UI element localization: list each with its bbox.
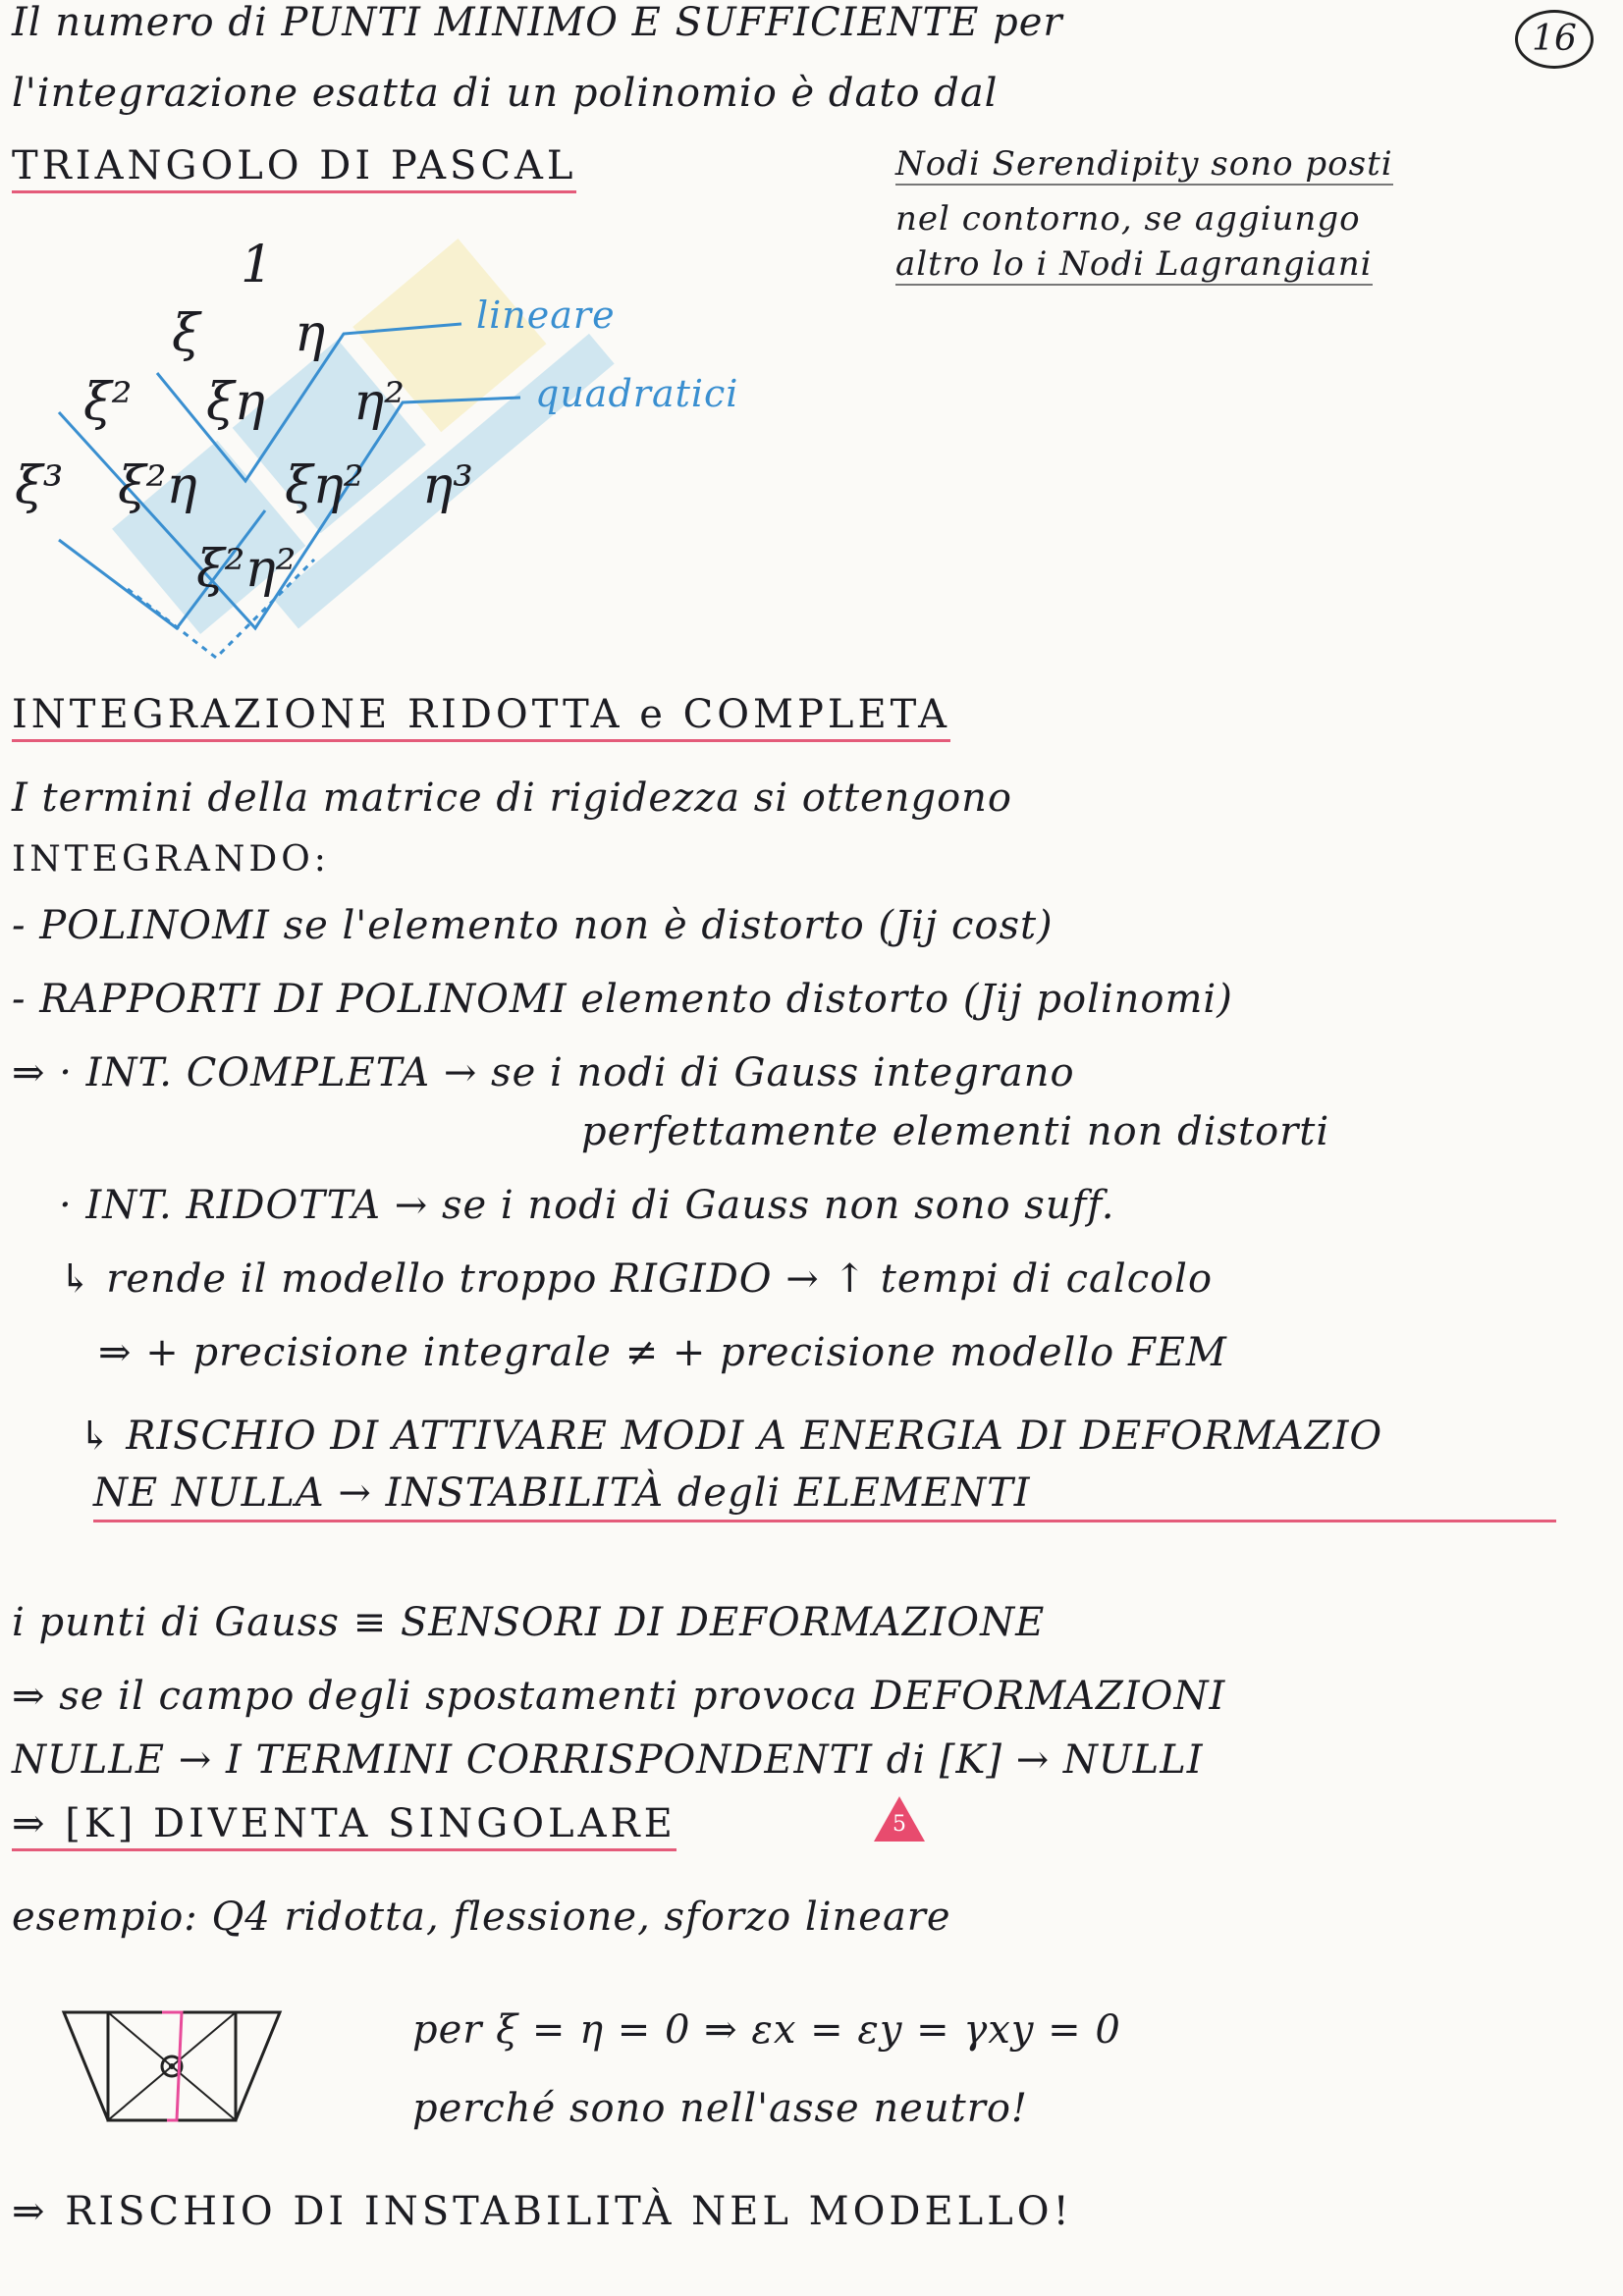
intro-line-2: l'integrazione esatta di un polinomio è dato dal: [12, 71, 999, 116]
example-heading: esempio: Q4 ridotta, flessione, sforzo lineare: [12, 1895, 951, 1940]
pascal-term: ξη: [206, 373, 265, 432]
text-line: · INT. RIDOTTA → se i nodi di Gauss non sono suff.: [59, 1183, 1115, 1228]
text-line: ⇒ se il campo degli spostamenti provoca DEFORMAZIONI: [12, 1674, 1226, 1719]
pascal-term: ξη²: [285, 456, 364, 515]
pascal-term: ξ³: [15, 456, 64, 515]
text-line: ⇒ + precisione integrale ≠ + precisione modello FEM: [98, 1330, 1227, 1375]
text-line: INTEGRANDO:: [12, 839, 330, 880]
pascal-term: ξ: [172, 304, 200, 363]
pascal-term: η: [295, 304, 326, 363]
pascal-title: TRIANGOLO DI PASCAL: [12, 143, 576, 193]
text-line: per ξ = η = 0 ⇒ εx = εy = γxy = 0: [412, 2007, 1121, 2053]
text-line: ↳ rende il modello troppo RIGIDO → ↑ tempi di calcolo: [59, 1256, 1214, 1302]
pascal-grouping-lines: [0, 226, 884, 677]
conclusion-line: ⇒ RISCHIO DI INSTABILITÀ NEL MODELLO!: [12, 2189, 1073, 2234]
q4-element-sketch: [54, 2002, 290, 2130]
text-line: - POLINOMI se l'elemento non è distorto (Jij cost): [12, 903, 1054, 948]
side-note-line-3: altro lo i Nodi Lagrangiani: [895, 245, 1373, 286]
text-line: ⇒ · INT. COMPLETA → se i nodi di Gauss integrano: [12, 1050, 1075, 1095]
text-line: - RAPPORTI DI POLINOMI elemento distorto (Jij polinomi): [12, 977, 1233, 1022]
pascal-term: η²: [353, 373, 405, 432]
page-number: 16: [1515, 10, 1594, 69]
intro-line-1: Il numero di PUNTI MINIMO E SUFFICIENTE per: [12, 0, 1063, 45]
text-line: i punti di Gauss ≡ SENSORI DI DEFORMAZIONE: [12, 1600, 1046, 1645]
side-note-line-1: Nodi Serendipity sono posti: [895, 145, 1393, 186]
text-line: I termini della matrice di rigidezza si ottengono: [12, 775, 1012, 821]
pascal-term: ξ²: [83, 373, 133, 432]
pascal-term: ξ²η²: [196, 540, 297, 599]
side-note-line-2: nel contorno, se aggiungo: [895, 199, 1361, 239]
pascal-term: η³: [422, 456, 473, 515]
pascal-term: 1: [241, 236, 274, 294]
text-line: ↳ RISCHIO DI ATTIVARE MODI A ENERGIA DI DEFORMAZIO: [79, 1414, 1383, 1459]
text-line: perché sono nell'asse neutro!: [412, 2086, 1028, 2131]
warning-number: 5: [893, 1812, 906, 1837]
pascal-term: ξ²η: [118, 456, 197, 515]
label-quadratici: quadratici: [535, 372, 739, 415]
section-title: INTEGRAZIONE RIDOTTA e COMPLETA: [12, 692, 950, 742]
text-line: NE NULLA → INSTABILITÀ degli ELEMENTI: [93, 1470, 1031, 1516]
label-lineare: lineare: [476, 294, 616, 337]
text-line: ⇒ [K] DIVENTA SINGOLARE: [12, 1801, 676, 1851]
text-line: NULLE → I TERMINI CORRISPONDENTI di [K] → NULLI: [12, 1737, 1204, 1783]
text-line: perfettamente elementi non distorti: [581, 1109, 1330, 1154]
red-underline: [93, 1520, 1556, 1522]
